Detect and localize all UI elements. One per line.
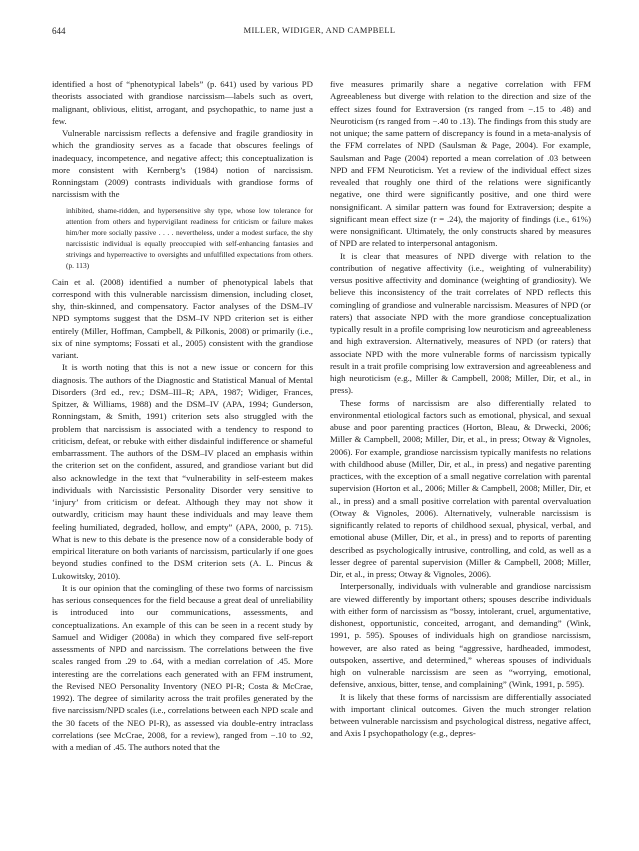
paragraph: Vulnerable narcissism reflects a defensive and fragile grandiosity in which the grandiosity serves as a facade that obscures feelings of inadequacy, incompetence, and negative affect; this conceptualization is more consistent with Kernberg’s (1984) notion of narcissism. Ronningstam (2009) contrasts individuals with grandiose forms of narcissism with the xyxy=(52,128,313,200)
paragraph: Cain et al. (2008) identified a number of phenotypical labels that correspond with this vulnerable narcissism dimension, including closet, shy, thin-skinned, and compensatory. Factor analyses of the DSM–IV NPD symptoms suggest that the DSM–IV NPD criterion set is either entirely (Miller, Hoffman, Campbell, & Pilkonis, 2008) or primarily (i.e., six of nine symptoms; Fossati et al., 2005) consistent with the grandiose variant. xyxy=(52,276,313,360)
paragraph: It is likely that these forms of narcissism are differentially associated with important clinical outcomes. Given the much stronger relation between vulnerable narcissism and psychological distress, negative affect, and Axis I psychopathology (e.g., depres- xyxy=(330,691,591,739)
paragraph: It is clear that measures of NPD diverge with relation to the contribution of negative affectivity (i.e., weighting of vulnerability) versus positive affectivity and dominance (weighting of grandiosity). We believe this inconsistency of the trait correlates of NPD reflects this comingling of grandiose and vulnerable narcissism. Measures of NPD (or raters) that associate NPD with the more grandiose conceptualization typically result in a profile comprising low neuroticism and agreeableness and high extraversion. Alternatively, measures of NPD (or raters) that associate NPD with the more vulnerable forms of narcissism typically result in a trait profile comprising low extraversion and agreeableness and high neuroticism (e.g., Miller & Campbell, 2008; Miller, Dir, et al., in press). xyxy=(330,250,591,396)
paragraph: identified a host of “phenotypical labels” (p. 641) used by various PD theorists associated with grandiose narcissism—labels such as overt, malignant, oblivious, elitist, arrogant, and psychopathic, to name just a few. xyxy=(52,79,313,126)
paragraph: These forms of narcissism are also differentially related to environmental etiological factors such as emotional, physical, and sexual abuse and poor parenting practices (Horton, Bleau, & Drwecki, 2006; Miller & Campbell, 2008; Miller, Dir, et al., in press; Otway & Vignoles, 2006). For example, grandiose narcissism typically manifests no relations with childhood abuse (Miller, Dir, et al., in press) and negative parenting practices, with the exception of a small negative correlation with parental supervision (Horton et al., 2006; Miller & Campbell, 2008; Miller, Dir, et al., in press) and a small positive correlation with parental overvaluation (Otway & Vignoles, 2006). Alternatively, vulnerable narcissism is significantly related to reports of childhood sexual, physical, verbal, and emotional abuse (Miller, Dir, et al., in press) and to reports of parenting described as psychologically intrusive, controlling, and cold, as well as a lesser degree of parental supervision (Miller & Campbell, 2008; Miller, Dir, et al., in press; Otway & Vignoles, 2006). xyxy=(330,397,591,579)
running-head: MILLER, WIDIGER, AND CAMPBELL xyxy=(243,26,396,35)
paragraph: five measures primarily share a negative correlation with FFM Agreeableness but diverge with relation to the direction and size of the effect sizes found for Extraversion (rs ranged from −.15 to .48) and Neuroticism (rs ranged from −.40 to .13). The findings from this study are not unique; the same pattern of discrepancy is found in a meta-analysis of the FFM correlates of NPD (Saulsman & Page, 2004). For example, Saulsman and Page (2004) reported a mean correlation of .03 between NPD and FFM Neuroticism. Yet a review of the individual effect sizes revealed that roughly one third of the relations were significantly negative, one third were significantly positive, and one third were nonsignificant. A similar pattern was found for Extraversion; despite a significant mean effect size (r = .24), the majority of findings (i.e., 61%) were nonsignificant. Ultimately, the only constructs shared by measures of NPD are related to interpersonal antagonism. xyxy=(330,79,591,249)
page-header xyxy=(0,26,639,40)
right-column xyxy=(330,78,591,740)
page-number: 644 xyxy=(52,26,66,36)
paragraph: It is worth noting that this is not a new issue or concern for this diagnosis. The authors of the Diagnostic and Statistical Manual of Mental Disorders (3rd ed., rev.; DSM–III–R; APA, 1987; Widiger, Frances, Spitzer, & Williams, 1988) and the DSM–IV (APA, 1994; Gunderson, Ronningstam, & Smith, 1991) criterion sets also struggled with the problem that narcissism is associated with a tendency to respond to criticism, defeat, or rebuke with either disdainful indifference or shameful embarrassment. The authors of the DSM–IV placed an emphasis within the criterion set on the confident, assured, and grandiose variant but did also acknowledge in the text that “vulnerability in self-esteem makes individuals with Narcissistic Personality Disorder very sensitive to ‘injury’ from criticism or defeat. Although they may not show it outwardly, criticism may haunt these individuals and may leave them feeling humiliated, degraded, hollow, and empty” (APA, 2000, p. 715). What is new to this debate is the presence now of a considerable body of empirical literature on both variants of narcissism, particularly if one goes beyond studies confined to the DSM criterion sets (A. L. Pincus & Lukowitsky, 2010). xyxy=(52,362,313,581)
left-column xyxy=(52,78,313,753)
paragraph: It is our opinion that the comingling of these two forms of narcissism has serious consequences for the field because a great deal of unreliability is introduced into our communications, assessments, and conceptualizations. An example of this can be seen in a recent study by Samuel and Widiger (2008a) in which they compared five self-report assessments of NPD and narcissism. The correlations between the five scales ranged from .29 to .64, with a median correlation of .45. More interesting are the correlations each generated with an FFM instrument, the Revised NEO Personality Inventory (NEO PI-R; Costa & McCrae, 1992). The degree of similarity across the trait profiles generated by the five narcissism/NPD scales (i.e., correlations between each NPD scale and the 30 facets of the NEO PI-R), as assessed via double-entry intraclass correlations (see McCrae, 2008, for a review), ranged from −.10 to .92, with a median of .45. The authors noted that the xyxy=(52,582,313,752)
block-quote: inhibited, shame-ridden, and hypersensitive shy type, whose low tolerance for attention from others and hypervigilant readiness for criticism or failure makes him/her more socially passive . . . . nevertheless, under a modest surface, the shy narcissistic individual is equally preoccupied with self-enhancing fantasies and strivings and hyperreactive to oversights and unfulfilled expectations from others. (p. 113) xyxy=(66,205,313,270)
paragraph: Interpersonally, individuals with vulnerable and grandiose narcissism are viewed differently by important others; spouses describe individuals with either form of narcissism as “bossy, intolerant, cruel, argumentative, dishonest, opportunistic, conceited, arrogant, and demanding” (Wink, 1991, p. 595). Spouses of individuals high on grandiose narcissism, however, are also rated as being “aggressive, hardheaded, immodest, outspoken, assertive, and determined,” whereas spouses of individuals high on vulnerable narcissism are seen as “worrying, emotional, defensive, anxious, bitter, tense, and complaining” (Wink, 1991, p. 595). xyxy=(330,581,591,690)
